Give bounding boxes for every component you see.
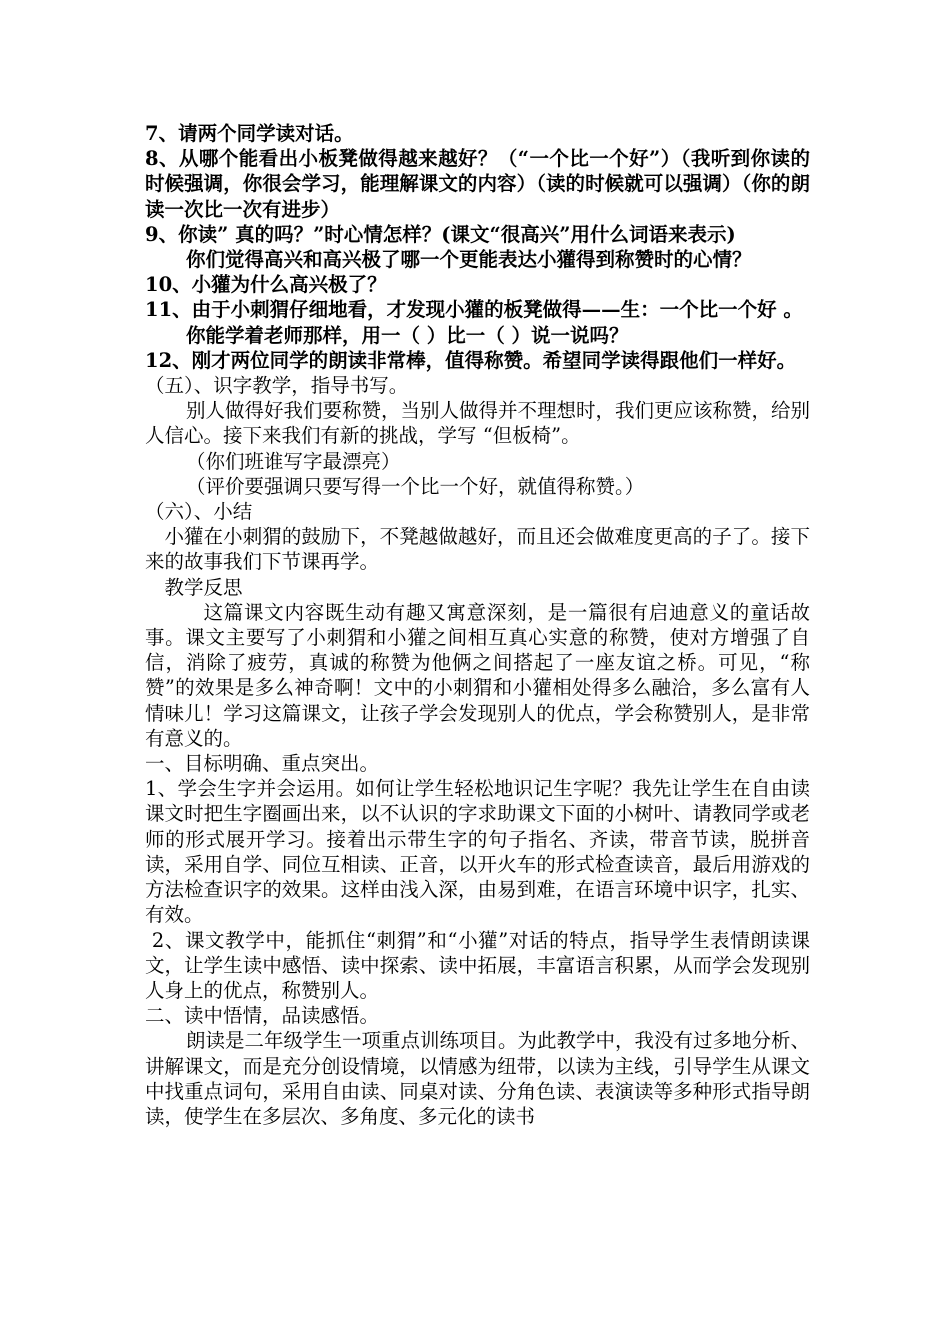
paragraph-writing-note-1: （你们班谁写字最漂亮）: [185, 449, 401, 473]
paragraph-writing-intro: 别人做得好我们要称赞，当别人做得并不理想时，我们更应该称赞，给别人信心。接下来我们有新的挑战，学写 “但板椅”。: [145, 399, 810, 448]
reflection-section-2-heading: 二、读中悟情，品读感悟。: [145, 1004, 380, 1028]
reflection-point-1: 1、学会生字并会运用。如何让学生轻松地识记生字呢？我先让学生在自由读课文时把生字圈画出来，以不认识的字求助课文下面的小树叶、请教同学或老师的形式展开学习。接着出示带生字的句子指名、齐读，带音节读，脱拼音读，采用自学、同位互相读、正音，以开火车的形式检查读音，最后用游戏的方法检查识字的效果。这样由浅入深，由易到难，在语言环境中识字，扎实、有效。: [145, 777, 810, 927]
reflection-heading: 教学反思: [164, 575, 243, 599]
paragraph-item-8: 8、从哪个能看出小板凳做得越来越好？（“一个比一个好”）（我听到你读的时候强调，你很会学习，能理解课文的内容）（读的时候就可以强调）（你的朗读一次比一次有进步）: [145, 147, 810, 221]
paragraph-summary: 小獾在小刺猬的鼓励下，不凳越做越好，而且还会做难度更高的子了。接下来的故事我们下节课再学。: [145, 525, 810, 574]
paragraph-item-12: 12、刚才两位同学的朗读非常棒，值得称赞。希望同学读得跟他们一样好。: [145, 348, 797, 372]
reflection-point-2: 2、课文教学中，能抓住“刺猬”和“小獾”对话的特点，指导学生表情朗读课文，让学生读中感悟、读中探索、读中拓展，丰富语言积累，从而学会发现别人身上的优点，称赞别人。: [145, 928, 810, 1002]
paragraph-item-10: 10、小獾为什么高兴极了？: [145, 273, 387, 297]
paragraph-item-9: 9、你读” 真的吗？”时心情怎样？(课文“很高兴”用什么词语来表示): [145, 222, 736, 246]
document-body: [145, 121, 810, 1129]
paragraph-item-11: 11、由于小刺猬仔细地看，才发现小獾的板凳做得——生：一个比一个好 。: [145, 298, 803, 322]
reflection-section-1-heading: 一、目标明确、重点突出。: [145, 752, 380, 776]
paragraph-reading-practice: 朗读是二年级学生一项重点训练项目。为此教学中，我没有过多地分析、讲解课文，而是充分创设情境，以情感为纽带，以读为主线，引导学生从课文中找重点词句，采用自由读、同桌对读、分角色读、表演读等多种形式指导朗读，使学生在多层次、多角度、多元化的读书: [145, 1029, 810, 1128]
paragraph-item-7: 7、请两个同学读对话。: [145, 122, 354, 145]
paragraph-reflection-intro: 这篇课文内容既生动有趣又寓意深刻，是一篇很有启迪意义的童话故事。课文主要写了小刺猬和小獾之间相互真心实意的称赞，使对方增强了自信，消除了疲劳，真诚的称赞为他俩之间搭起了一座友谊之桥。可见，“称赞”的效果是多么神奇啊！文中的小刺猬和小獾相处得多么融洽，多么富有人情味儿！学习这篇课文，让孩子学会发现别人的优点，学会称赞别人，是非常有意义的。: [145, 600, 810, 750]
section-heading-6: （六）、小结: [145, 500, 253, 524]
paragraph-item-9-followup: 你们觉得高兴和高兴极了哪一个更能表达小獾得到称赞时的心情？: [185, 248, 752, 272]
section-heading-5: （五）、识字教学，指导书写。: [145, 374, 409, 398]
paragraph-writing-note-2: （评价要强调只要写得一个比一个好，就值得称赞。）: [185, 474, 645, 498]
paragraph-item-11-followup: 你能学着老师那样，用一（ ）比一（ ）说一说吗？: [185, 323, 629, 347]
